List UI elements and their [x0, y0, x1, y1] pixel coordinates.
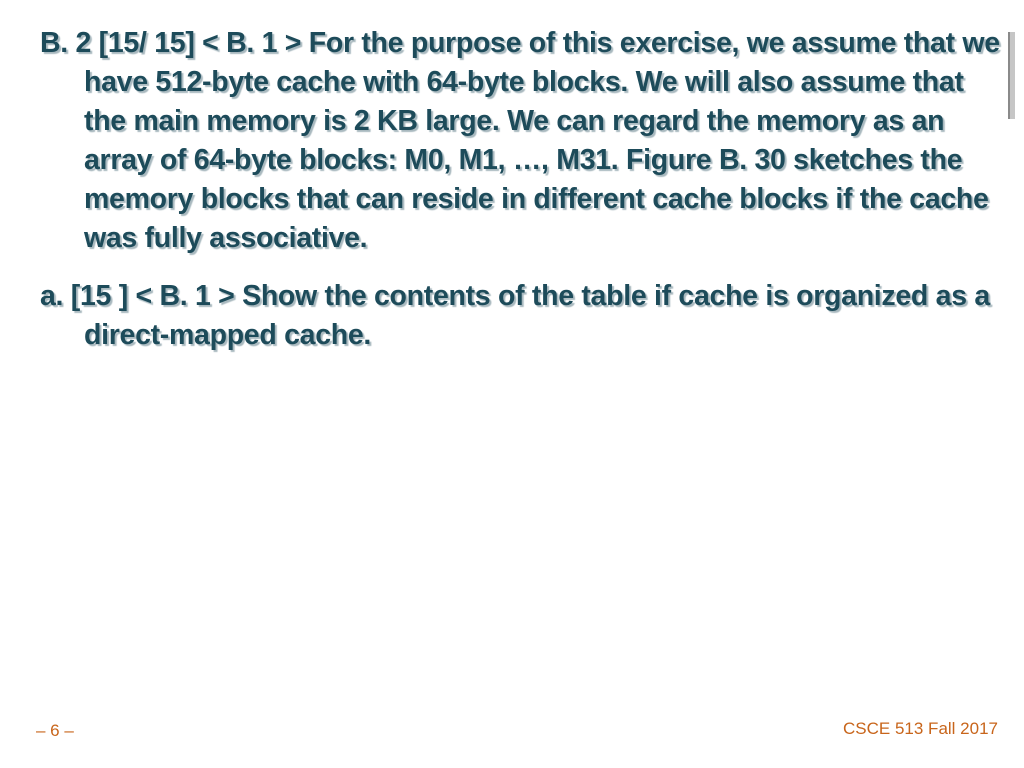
exercise-part-a: a. [15 ] < B. 1 > Show the contents of the table if cache is organized as a direct-mapped cache. — [40, 280, 990, 351]
footer-course-label: CSCE 513 Fall 2017 — [843, 719, 998, 738]
exercise-statement: B. 2 [15/ 15] < B. 1 > For the purpose of this exercise, we assume that we have 512-byte cache with 64-byte blocks. We will also assume that the main memory is 2 KB large. We can regard the memory as an array of 64-byte blocks: M0, M1, …, M31. Figure B. 30 sketches the memory blocks that can reside in different cache blocks if the cache was fully associative. — [40, 27, 1000, 254]
page-number: – 6 – — [36, 721, 74, 740]
slide-body — [40, 24, 1000, 355]
corner-decoration-bar — [1008, 32, 1015, 119]
